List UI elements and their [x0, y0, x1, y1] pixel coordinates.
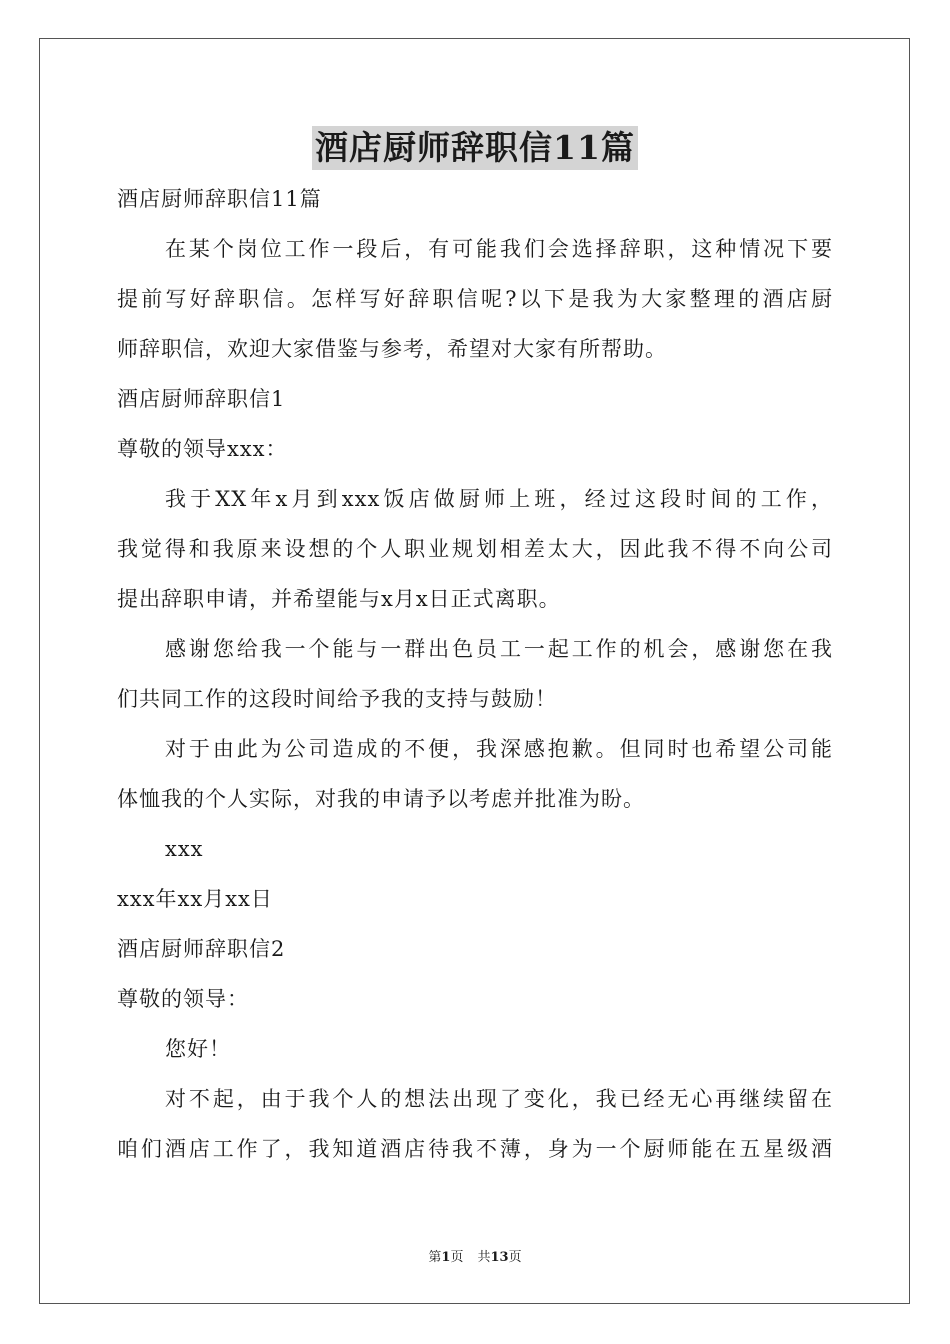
- text-line: 您好！: [165, 1037, 231, 1061]
- page-footer: [0, 1246, 950, 1265]
- text-line: 们共同工作的这段时间给予我的支持与鼓励！: [117, 687, 557, 711]
- text-line: 酒店厨师辞职信2: [117, 937, 286, 961]
- current-page-number: 1: [441, 1250, 451, 1265]
- text-line: 尊敬的领导xxx：: [117, 437, 288, 461]
- text-line: 对不起，由于我个人的想法出现了变化，我已经无心再继续留在: [165, 1087, 833, 1111]
- footer-total-prefix: 共: [477, 1250, 491, 1265]
- text-line: xxx年xx月xx日: [117, 887, 273, 911]
- text-line: 尊敬的领导：: [117, 987, 249, 1011]
- text-line: 我于XX年x月到xxx饭店做厨师上班，经过这段时间的工作，: [165, 487, 833, 511]
- text-line: 对于由此为公司造成的不便，我深感抱歉。但同时也希望公司能: [165, 737, 833, 761]
- text-line: 感谢您给我一个能与一群出色员工一起工作的机会，感谢您在我: [165, 637, 833, 661]
- text-line: 体恤我的个人实际，对我的申请予以考虑并批准为盼。: [117, 787, 645, 811]
- footer-prefix: 第: [428, 1250, 442, 1265]
- text-line: 师辞职信，欢迎大家借鉴与参考，希望对大家有所帮助。: [117, 337, 667, 361]
- footer-page-suffix: 页: [450, 1250, 464, 1265]
- text-line: 提出辞职申请，并希望能与x月x日正式离职。: [117, 587, 561, 611]
- text-line: 我觉得和我原来设想的个人职业规划相差太大，因此我不得不向公司: [117, 537, 833, 561]
- text-line: 提前写好辞职信。怎样写好辞职信呢?以下是我为大家整理的酒店厨: [117, 287, 833, 311]
- text-line: xxx: [165, 837, 204, 861]
- document-title: 酒店厨师辞职信11篇: [312, 126, 638, 170]
- text-line: 酒店厨师辞职信1: [117, 387, 286, 411]
- title-container: [0, 126, 950, 170]
- text-line: 在某个岗位工作一段后，有可能我们会选择辞职，这种情况下要: [165, 237, 833, 261]
- text-line: 咱们酒店工作了，我知道酒店待我不薄，身为一个厨师能在五星级酒: [117, 1137, 833, 1161]
- total-page-count: 13: [490, 1250, 509, 1265]
- footer-total-suffix: 页: [508, 1250, 522, 1265]
- document-body: [117, 174, 833, 1174]
- text-line: 酒店厨师辞职信11篇: [117, 187, 322, 211]
